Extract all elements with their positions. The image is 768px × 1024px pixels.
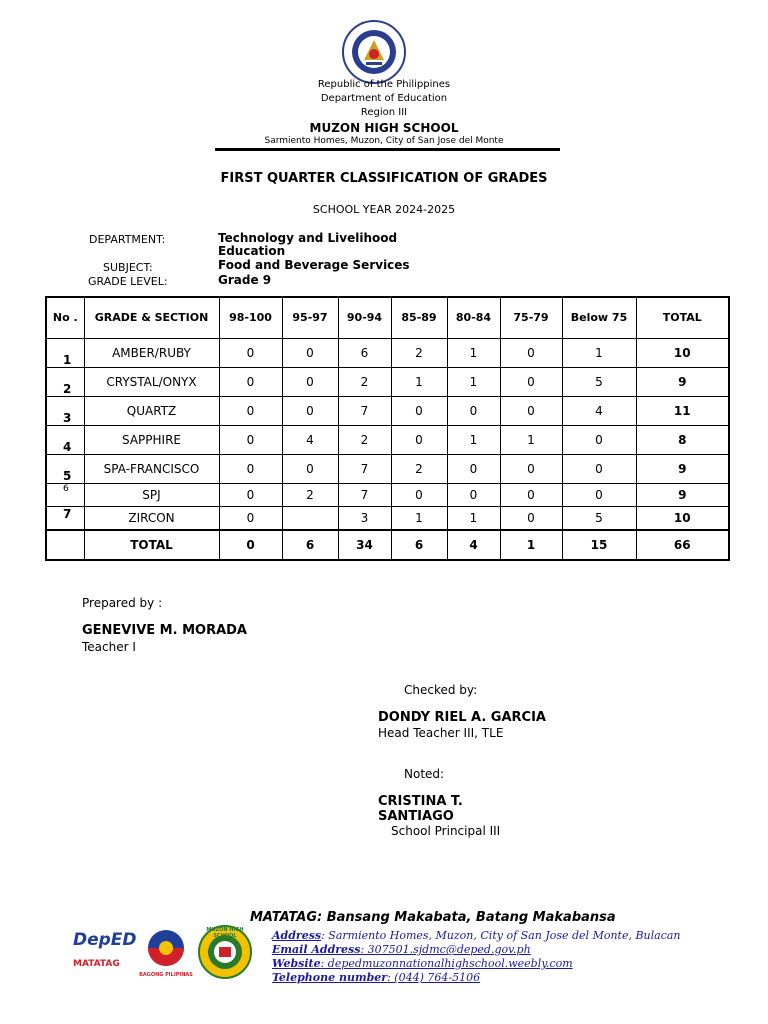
row-section: SPJ	[84, 484, 219, 507]
totals-label: TOTAL	[84, 530, 219, 560]
deped-matatag-logo	[73, 930, 137, 974]
total-85-89: 6	[391, 530, 447, 560]
republic-text: Republic of the Philippines	[317, 79, 451, 90]
grand-total: 66	[636, 530, 729, 560]
table-row	[46, 368, 729, 397]
motto-text: MATATAG: Bansang Makabata, Batang Makabansa	[250, 910, 616, 925]
cell-95-97	[282, 507, 338, 531]
department-text: Department of Education	[320, 93, 448, 104]
header-divider	[215, 148, 560, 151]
cell-total: 10	[636, 339, 729, 368]
total-80-84: 4	[447, 530, 500, 560]
total-75-79: 1	[500, 530, 562, 560]
cell-90-94: 7	[338, 455, 391, 484]
document-title: FIRST QUARTER CLASSIFICATION OF GRADES	[220, 171, 548, 186]
grade-level-value: Grade 9	[218, 273, 272, 287]
email-value[interactable]: : 307501.sjdmc@deped.gov.ph	[360, 943, 531, 956]
school-address: Sarmiento Homes, Muzon, City of San Jose del Monte	[264, 136, 504, 146]
cell-98-100: 0	[219, 397, 282, 426]
cell-total: 8	[636, 426, 729, 455]
cell-98-100: 0	[219, 507, 282, 531]
cell-95-97: 2	[282, 484, 338, 507]
cell-75-79: 0	[500, 397, 562, 426]
cell-95-97: 4	[282, 426, 338, 455]
cell-75-79: 0	[500, 484, 562, 507]
phone-label: Telephone number	[272, 971, 388, 984]
cell-85-89: 0	[391, 484, 447, 507]
cell-75-79: 0	[500, 368, 562, 397]
col-header-total: TOTAL	[636, 297, 729, 339]
cell-85-89: 0	[391, 397, 447, 426]
department-label: DEPARTMENT:	[89, 233, 166, 246]
cell-90-94: 6	[338, 339, 391, 368]
footer-address	[272, 929, 681, 943]
noted-name: CRISTINA T. SANTIAGO	[378, 794, 463, 824]
cell-80-84: 0	[447, 484, 500, 507]
table-row	[46, 426, 729, 455]
cell-95-97: 0	[282, 397, 338, 426]
totals-row	[46, 530, 729, 560]
cell-80-84: 1	[447, 368, 500, 397]
bagong-pilipinas-text: BAGONG PILIPINAS	[139, 972, 193, 978]
cell-85-89: 2	[391, 455, 447, 484]
cell-below-75: 0	[562, 426, 636, 455]
cell-98-100: 0	[219, 339, 282, 368]
address-label: Address	[272, 929, 322, 942]
matatag-logo-text: MATATAG	[73, 959, 120, 969]
cell-85-89: 2	[391, 339, 447, 368]
cell-75-79: 0	[500, 507, 562, 531]
cell-75-79: 0	[500, 455, 562, 484]
row-number: 5	[46, 455, 84, 484]
checked-by-name: DONDY RIEL A. GARCIA	[378, 710, 546, 725]
cell-75-79: 1	[500, 426, 562, 455]
row-number: 2	[46, 368, 84, 397]
col-header-80-84: 80-84	[447, 297, 500, 339]
cell-90-94: 3	[338, 507, 391, 531]
total-90-94: 34	[338, 530, 391, 560]
cell-75-79: 0	[500, 339, 562, 368]
footer-website[interactable]	[272, 957, 573, 971]
cell-below-75: 5	[562, 507, 636, 531]
table-header-row	[46, 297, 729, 339]
row-section: AMBER/RUBY	[84, 339, 219, 368]
cell-total: 9	[636, 484, 729, 507]
row-number: 4	[46, 426, 84, 455]
row-number: 3	[46, 397, 84, 426]
cell-95-97: 0	[282, 339, 338, 368]
cell-90-94: 7	[338, 484, 391, 507]
cell-90-94: 7	[338, 397, 391, 426]
cell-90-94: 2	[338, 368, 391, 397]
row-number: 6	[46, 484, 84, 507]
cell-below-75: 1	[562, 339, 636, 368]
col-header-section: GRADE & SECTION	[84, 297, 219, 339]
total-98-100: 0	[219, 530, 282, 560]
website-value[interactable]: : depedmuzonnationalhighschool.weebly.com	[320, 957, 573, 970]
table-row	[46, 339, 729, 368]
cell-80-84: 1	[447, 507, 500, 531]
cell-80-84: 0	[447, 397, 500, 426]
checked-by-role: Head Teacher III, TLE	[378, 726, 504, 740]
school-logo-text: MUZON HIGH SCHOOL	[206, 927, 244, 939]
cell-below-75: 0	[562, 455, 636, 484]
noted-role: School Principal III	[391, 824, 501, 838]
col-header-98-100: 98-100	[219, 297, 282, 339]
col-header-95-97: 95-97	[282, 297, 338, 339]
website-label: Website	[272, 957, 321, 970]
row-number: 1	[46, 339, 84, 368]
grade-level-label: GRADE LEVEL:	[88, 275, 168, 288]
col-header-90-94: 90-94	[338, 297, 391, 339]
cell-98-100: 0	[219, 426, 282, 455]
prepared-by-label: Prepared by :	[82, 596, 163, 610]
totals-row-number	[46, 530, 84, 560]
cell-80-84: 1	[447, 426, 500, 455]
deped-logo-text: DepED	[73, 930, 137, 950]
cell-total: 9	[636, 455, 729, 484]
prepared-by-name: GENEVIVE M. MORADA	[82, 623, 247, 638]
subject-label: SUBJECT:	[103, 261, 153, 274]
deped-seal-logo	[342, 20, 406, 84]
region-text: Region III	[360, 107, 408, 118]
cell-85-89: 1	[391, 368, 447, 397]
col-header-no: No .	[46, 297, 84, 339]
cell-85-89: 1	[391, 507, 447, 531]
table-row	[46, 397, 729, 426]
table-row	[46, 507, 729, 531]
cell-below-75: 4	[562, 397, 636, 426]
col-header-85-89: 85-89	[391, 297, 447, 339]
total-below-75: 15	[562, 530, 636, 560]
row-section: CRYSTAL/ONYX	[84, 368, 219, 397]
cell-total: 11	[636, 397, 729, 426]
cell-90-94: 2	[338, 426, 391, 455]
footer-phone	[272, 971, 480, 985]
cell-80-84: 0	[447, 455, 500, 484]
checked-by-label: Checked by:	[404, 683, 478, 697]
bagong-pilipinas-emblem-icon	[138, 928, 194, 968]
total-95-97: 6	[282, 530, 338, 560]
school-name: MUZON HIGH SCHOOL	[309, 121, 459, 135]
department-value: Technology and Livelihood Education	[218, 231, 398, 258]
cell-95-97: 0	[282, 368, 338, 397]
school-logo	[196, 925, 254, 979]
col-header-75-79: 75-79	[500, 297, 562, 339]
footer-email[interactable]	[272, 943, 531, 957]
cell-total: 9	[636, 368, 729, 397]
subject-value: Food and Beverage Services	[218, 258, 410, 272]
grades-table	[45, 296, 730, 561]
row-section: ZIRCON	[84, 507, 219, 531]
col-header-below-75: Below 75	[562, 297, 636, 339]
cell-85-89: 0	[391, 426, 447, 455]
row-section: SPA-FRANCISCO	[84, 455, 219, 484]
school-year: SCHOOL YEAR 2024-2025	[312, 203, 456, 216]
table-row	[46, 455, 729, 484]
cell-98-100: 0	[219, 455, 282, 484]
cell-98-100: 0	[219, 368, 282, 397]
prepared-by-role: Teacher I	[82, 640, 136, 654]
bagong-pilipinas-logo	[138, 928, 194, 978]
cell-95-97: 0	[282, 455, 338, 484]
cell-98-100: 0	[219, 484, 282, 507]
noted-label: Noted:	[404, 767, 445, 781]
cell-total: 10	[636, 507, 729, 531]
cell-below-75: 5	[562, 368, 636, 397]
row-section: QUARTZ	[84, 397, 219, 426]
address-value: : Sarmiento Homes, Muzon, City of San Jose del Monte, Bulacan	[321, 929, 681, 942]
row-number: 7	[46, 507, 84, 531]
phone-value: : (044) 764-5106	[387, 971, 481, 984]
cell-80-84: 1	[447, 339, 500, 368]
cell-below-75: 0	[562, 484, 636, 507]
row-section: SAPPHIRE	[84, 426, 219, 455]
email-label: Email Address	[272, 943, 361, 956]
table-row	[46, 484, 729, 507]
